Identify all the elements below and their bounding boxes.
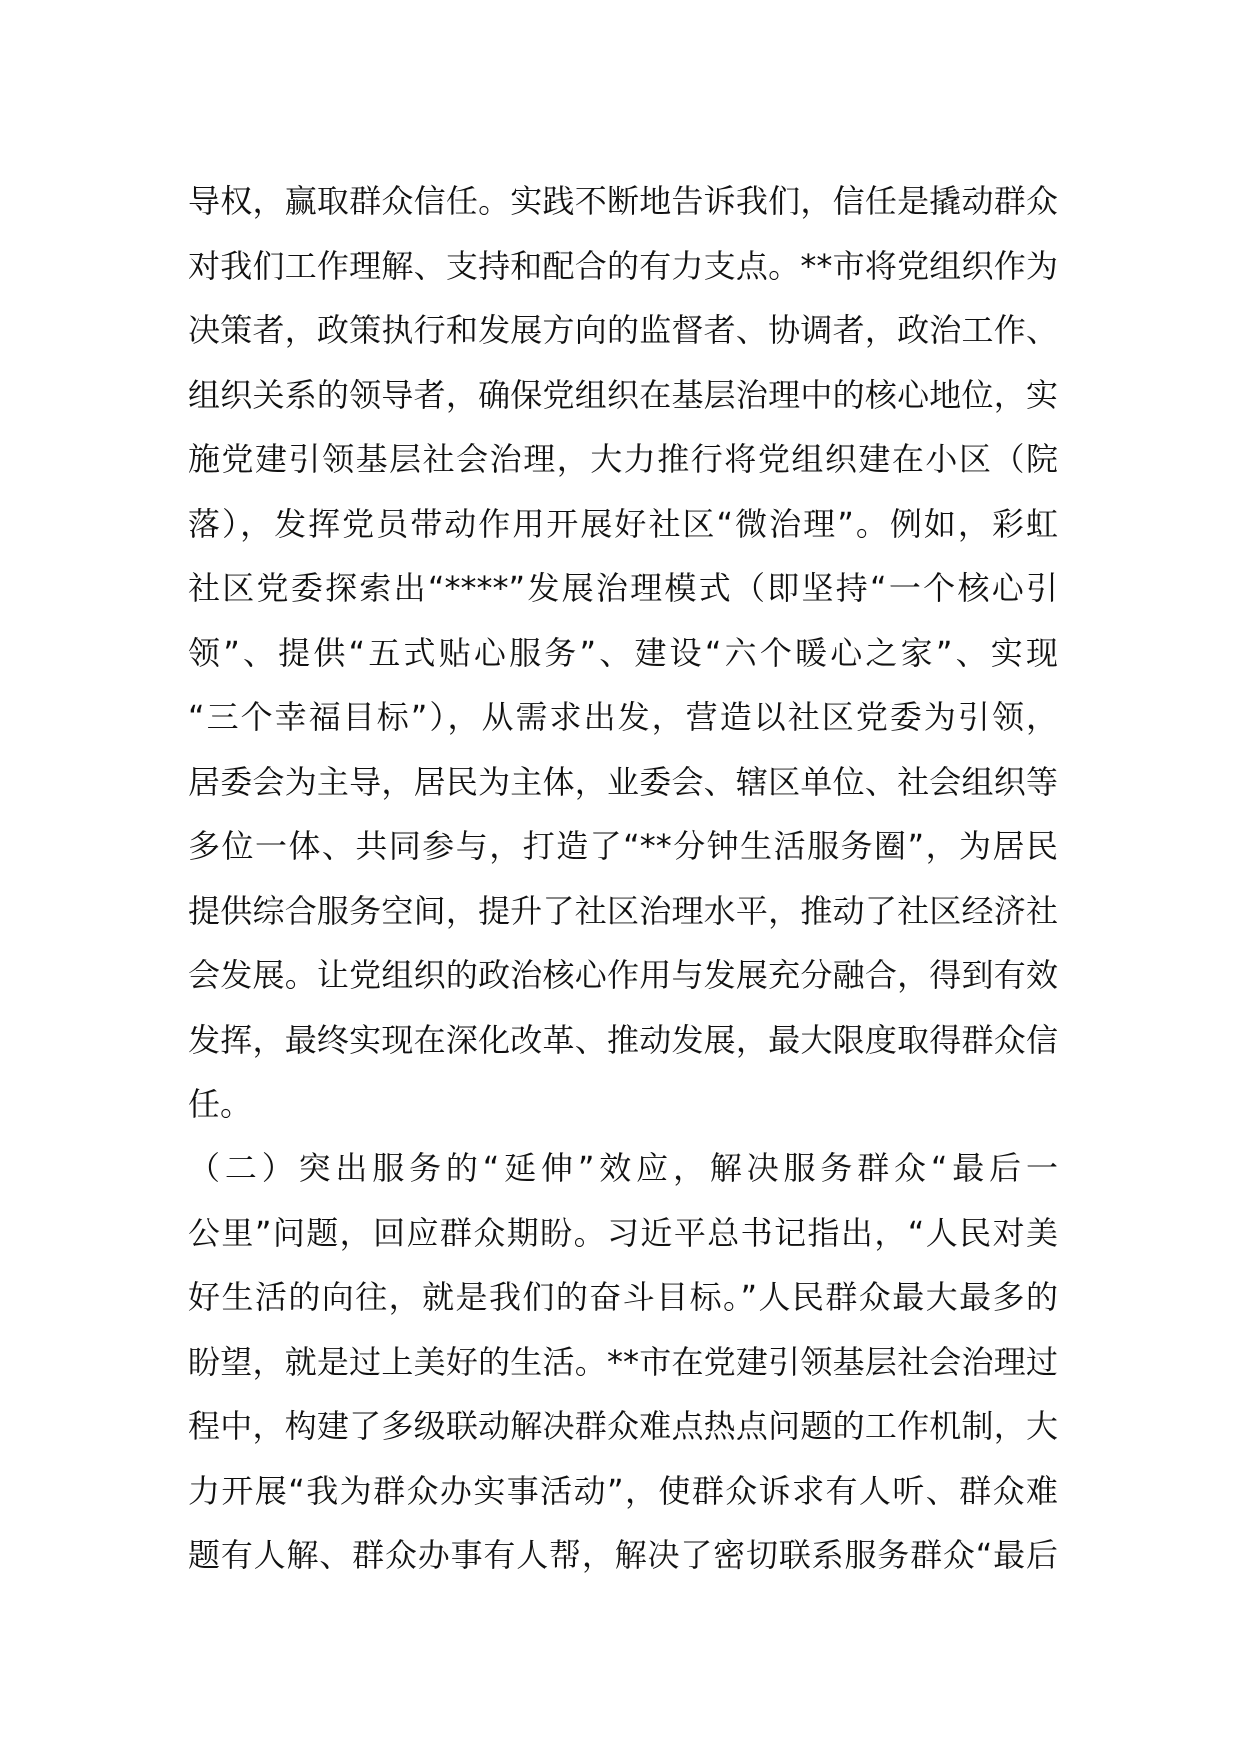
text-line: 多位一体、共同参与，打造了“**分钟生活服务圈”，为居民 xyxy=(188,827,1058,865)
text-line: 力开展“我为群众办实事活动”，使群众诉求有人听、群众难 xyxy=(188,1471,1058,1510)
text-line: 程中，构建了多级联动解决群众难点热点问题的工作机制，大 xyxy=(188,1407,1058,1445)
text-line: 居委会为主导，居民为主体，业委会、辖区单位、社会组织等 xyxy=(188,762,1058,801)
paragraph-2 xyxy=(188,1136,1058,1588)
text-line: 公里”问题，回应群众期盼。习近平总书记指出，“人民对美 xyxy=(188,1213,1058,1252)
text-line: 好生活的向往，就是我们的奋斗目标。”人民群众最大最多的 xyxy=(188,1278,1058,1316)
text-line: 导权，赢取群众信任。实践不断地告诉我们，信任是撬动群众 xyxy=(188,182,1058,220)
text-line: 施党建引领基层社会治理，大力推行将党组织建在小区（院 xyxy=(188,440,1058,478)
text-line: 提供综合服务空间，提升了社区治理水平，推动了社区经济社 xyxy=(188,891,1058,930)
text-line: 社区党委探索出“****”发展治理模式（即坚持“一个核心引 xyxy=(188,569,1058,607)
text-line: 盼望，就是过上美好的生活。**市在党建引领基层社会治理过 xyxy=(188,1342,1058,1381)
text-line: 对我们工作理解、支持和配合的有力支点。**市将党组织作为 xyxy=(188,246,1058,285)
text-line: 领”、提供“五式贴心服务”、建设“六个暖心之家”、实现 xyxy=(188,633,1058,672)
text-line: “三个幸福目标”），从需求出发，营造以社区党委为引领， xyxy=(188,698,1058,736)
text-line: 落），发挥党员带动作用开展好社区“微治理”。例如，彩虹 xyxy=(188,504,1058,543)
text-line: 任。 xyxy=(188,1085,253,1123)
text-line: 会发展。让党组织的政治核心作用与发展充分融合，得到有效 xyxy=(188,956,1058,994)
text-line: 决策者，政策执行和发展方向的监督者、协调者，政治工作、 xyxy=(188,311,1058,349)
text-line: 发挥，最终实现在深化改革、推动发展，最大限度取得群众信 xyxy=(188,1020,1058,1059)
paragraph-1 xyxy=(188,169,1058,1137)
text-line: 题有人解、群众办事有人帮，解决了密切联系服务群众“最后 xyxy=(188,1536,1058,1574)
text-line: 组织关系的领导者，确保党组织在基层治理中的核心地位，实 xyxy=(188,375,1058,414)
text-line: （二）突出服务的“延伸”效应，解决服务群众“最后一 xyxy=(188,1149,1058,1187)
